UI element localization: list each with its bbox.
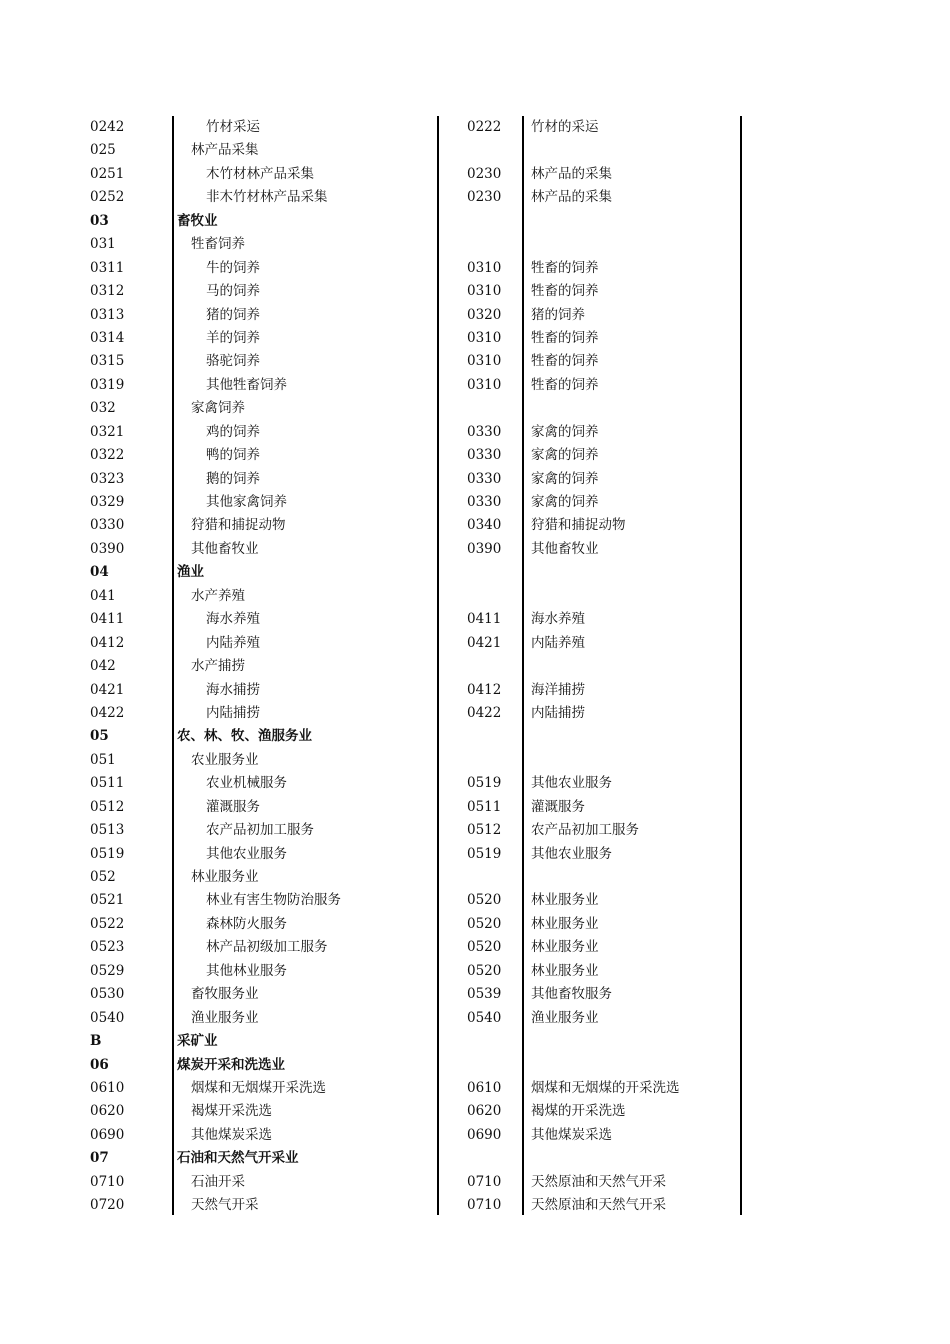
new-name-cell: 海水捕捞 <box>206 681 260 698</box>
table-row <box>0 632 950 655</box>
old-code-cell: 0320 <box>467 306 502 323</box>
new-code-cell: 0540 <box>90 1009 125 1026</box>
table-row <box>0 210 950 233</box>
new-name-cell: 木竹材林产品采集 <box>206 165 314 182</box>
new-name-cell: 农产品初加工服务 <box>206 822 314 839</box>
new-code-cell: 0421 <box>90 681 125 698</box>
new-code-cell: 041 <box>90 587 116 604</box>
new-name-cell: 采矿业 <box>177 1033 218 1050</box>
old-name-cell: 海水养殖 <box>531 611 585 628</box>
old-code-cell: 0539 <box>467 986 502 1003</box>
table-row <box>0 538 950 561</box>
old-code-cell: 0520 <box>467 892 502 909</box>
old-code-cell: 0330 <box>467 494 502 510</box>
new-code-cell: 03 <box>90 212 109 229</box>
old-code-cell: 0222 <box>467 119 502 135</box>
new-code-cell: 0311 <box>90 259 125 276</box>
new-code-cell: 0251 <box>90 165 125 182</box>
old-name-cell: 林产品的采集 <box>531 189 612 206</box>
old-code-cell: 0512 <box>467 822 502 839</box>
table-row <box>0 983 950 1006</box>
new-name-cell: 烟煤和无烟煤开采洗选 <box>191 1079 326 1096</box>
table-row <box>0 116 950 139</box>
new-code-cell: 0329 <box>90 494 125 510</box>
new-code-cell: 0690 <box>90 1126 125 1143</box>
old-code-cell: 0511 <box>467 798 502 815</box>
new-name-cell: 水产捕捞 <box>191 658 245 675</box>
new-name-cell: 林产品采集 <box>191 142 259 159</box>
new-name-cell: 海水养殖 <box>206 611 260 628</box>
old-code-cell: 0710 <box>467 1173 502 1190</box>
new-code-cell: 0512 <box>90 798 125 815</box>
table-row <box>0 1147 950 1170</box>
new-name-cell: 农业机械服务 <box>206 775 287 792</box>
old-code-cell: 0412 <box>467 681 502 698</box>
table-row <box>0 444 950 467</box>
table-row <box>0 913 950 936</box>
old-code-cell: 0310 <box>467 353 502 370</box>
new-name-cell: 骆驼饲养 <box>206 353 260 370</box>
new-code-cell: 0530 <box>90 986 125 1003</box>
old-code-cell: 0519 <box>467 775 502 792</box>
new-name-cell: 其他林业服务 <box>206 962 287 979</box>
table-row <box>0 186 950 209</box>
old-name-cell: 家禽的饲养 <box>531 494 599 510</box>
old-code-cell: 0330 <box>467 423 502 440</box>
old-code-cell: 0390 <box>467 540 502 557</box>
new-name-cell: 狩猎和捕捉动物 <box>191 517 286 534</box>
new-name-cell: 鸡的饲养 <box>206 423 260 440</box>
new-name-cell: 羊的饲养 <box>206 329 260 346</box>
old-code-cell: 0540 <box>467 1009 502 1026</box>
table-row <box>0 1030 950 1053</box>
classification-rows <box>0 116 950 1218</box>
old-name-cell: 其他畜牧服务 <box>531 986 612 1003</box>
new-code-cell: 04 <box>90 564 109 581</box>
old-name-cell: 狩猎和捕捉动物 <box>531 517 626 534</box>
new-name-cell: 石油和天然气开采业 <box>177 1150 299 1167</box>
old-code-cell: 0310 <box>467 259 502 276</box>
old-name-cell: 其他畜牧业 <box>531 540 599 557</box>
old-code-cell: 0230 <box>467 189 502 206</box>
new-code-cell: 0513 <box>90 822 125 839</box>
old-name-cell: 家禽的饲养 <box>531 423 599 440</box>
old-code-cell: 0340 <box>467 517 502 534</box>
table-row <box>0 1054 950 1077</box>
old-name-cell: 林业服务业 <box>531 892 599 909</box>
table-row <box>0 679 950 702</box>
old-name-cell: 烟煤和无烟煤的开采洗选 <box>531 1079 680 1096</box>
new-code-cell: 0519 <box>90 845 125 862</box>
table-row <box>0 374 950 397</box>
new-code-cell: 032 <box>90 400 116 417</box>
old-name-cell: 其他煤炭采选 <box>531 1126 612 1143</box>
old-name-cell: 猪的饲养 <box>531 306 585 323</box>
new-name-cell: 内陆捕捞 <box>206 704 260 721</box>
new-name-cell: 煤炭开采和洗选业 <box>177 1056 285 1073</box>
table-row <box>0 1007 950 1030</box>
old-name-cell: 牲畜的饲养 <box>531 376 599 393</box>
table-row <box>0 1100 950 1123</box>
new-code-cell: 051 <box>90 751 116 768</box>
table-row <box>0 772 950 795</box>
table-row <box>0 796 950 819</box>
new-code-cell: 0314 <box>90 329 125 346</box>
table-row <box>0 936 950 959</box>
old-code-cell: 0710 <box>467 1197 502 1214</box>
table-row <box>0 280 950 303</box>
old-name-cell: 牲畜的饲养 <box>531 329 599 346</box>
table-row <box>0 327 950 350</box>
new-code-cell: 0710 <box>90 1173 125 1190</box>
old-name-cell: 海洋捕捞 <box>531 681 585 698</box>
new-name-cell: 林产品初级加工服务 <box>206 939 328 956</box>
new-name-cell: 鸭的饲养 <box>206 447 260 464</box>
old-name-cell: 内陆养殖 <box>531 634 585 651</box>
old-code-cell: 0690 <box>467 1126 502 1143</box>
new-code-cell: 0330 <box>90 517 125 534</box>
old-name-cell: 林业服务业 <box>531 939 599 956</box>
new-code-cell: 025 <box>90 142 116 159</box>
new-code-cell: 0521 <box>90 892 125 909</box>
table-row <box>0 608 950 631</box>
new-name-cell: 渔业 <box>177 564 204 581</box>
old-name-cell: 灌溉服务 <box>531 798 585 815</box>
new-code-cell: 0620 <box>90 1103 125 1120</box>
table-row <box>0 163 950 186</box>
new-name-cell: 农、林、牧、渔服务业 <box>177 728 312 745</box>
new-code-cell: 05 <box>90 728 109 745</box>
new-code-cell: 0323 <box>90 470 125 487</box>
new-code-cell: 06 <box>90 1056 109 1073</box>
new-name-cell: 畜牧业 <box>177 212 218 229</box>
old-name-cell: 牲畜的饲养 <box>531 259 599 276</box>
new-name-cell: 内陆养殖 <box>206 634 260 651</box>
old-code-cell: 0620 <box>467 1103 502 1120</box>
new-name-cell: 森林防火服务 <box>206 915 287 932</box>
new-name-cell: 林业服务业 <box>191 869 259 885</box>
old-code-cell: 0421 <box>467 634 502 651</box>
new-name-cell: 其他家禽饲养 <box>206 494 287 510</box>
new-code-cell: 0252 <box>90 189 125 206</box>
new-code-cell: 0720 <box>90 1197 125 1214</box>
table-row <box>0 514 950 537</box>
new-name-cell: 猪的饲养 <box>206 306 260 323</box>
new-name-cell: 天然气开采 <box>191 1197 259 1214</box>
table-row <box>0 233 950 256</box>
new-code-cell: 0390 <box>90 540 125 557</box>
table-row <box>0 843 950 866</box>
new-name-cell: 石油开采 <box>191 1173 245 1190</box>
old-name-cell: 其他农业服务 <box>531 775 612 792</box>
old-name-cell: 褐煤的开采洗选 <box>531 1103 626 1120</box>
old-code-cell: 0230 <box>467 165 502 182</box>
table-row <box>0 421 950 444</box>
table-row <box>0 866 950 889</box>
new-code-cell: 031 <box>90 236 116 253</box>
old-name-cell: 牲畜的饲养 <box>531 353 599 370</box>
old-name-cell: 渔业服务业 <box>531 1009 599 1026</box>
table-row <box>0 1124 950 1147</box>
old-name-cell: 家禽的饲养 <box>531 447 599 464</box>
old-code-cell: 0411 <box>467 611 502 628</box>
table-row <box>0 561 950 584</box>
new-code-cell: 0319 <box>90 376 125 393</box>
new-name-cell: 竹材采运 <box>206 119 260 135</box>
old-code-cell: 0520 <box>467 915 502 932</box>
new-name-cell: 牛的饲养 <box>206 259 260 276</box>
table-row <box>0 749 950 772</box>
old-code-cell: 0519 <box>467 845 502 862</box>
table-row <box>0 304 950 327</box>
new-code-cell: B <box>90 1033 102 1050</box>
new-code-cell: 0412 <box>90 634 125 651</box>
table-row <box>0 257 950 280</box>
table-row <box>0 491 950 514</box>
new-name-cell: 鹅的饲养 <box>206 470 260 487</box>
new-name-cell: 林业有害生物防治服务 <box>206 892 341 909</box>
new-code-cell: 052 <box>90 869 116 885</box>
table-row <box>0 1171 950 1194</box>
new-name-cell: 水产养殖 <box>191 587 245 604</box>
new-name-cell: 畜牧服务业 <box>191 986 259 1003</box>
table-row <box>0 1194 950 1217</box>
old-code-cell: 0520 <box>467 962 502 979</box>
old-code-cell: 0610 <box>467 1079 502 1096</box>
new-code-cell: 0522 <box>90 915 125 932</box>
old-code-cell: 0330 <box>467 447 502 464</box>
new-name-cell: 其他煤炭采选 <box>191 1126 272 1143</box>
old-name-cell: 牲畜的饲养 <box>531 283 599 300</box>
table-row <box>0 702 950 725</box>
table-row <box>0 397 950 420</box>
new-code-cell: 042 <box>90 658 116 675</box>
old-name-cell: 林业服务业 <box>531 915 599 932</box>
new-code-cell: 0529 <box>90 962 125 979</box>
table-row <box>0 819 950 842</box>
new-name-cell: 牲畜饲养 <box>191 236 245 253</box>
old-code-cell: 0422 <box>467 704 502 721</box>
old-code-cell: 0310 <box>467 283 502 300</box>
new-code-cell: 0313 <box>90 306 125 323</box>
old-name-cell: 其他农业服务 <box>531 845 612 862</box>
old-name-cell: 内陆捕捞 <box>531 704 585 721</box>
new-code-cell: 07 <box>90 1150 109 1167</box>
new-name-cell: 褐煤开采洗选 <box>191 1103 272 1120</box>
old-code-cell: 0310 <box>467 376 502 393</box>
new-code-cell: 0523 <box>90 939 125 956</box>
new-name-cell: 灌溉服务 <box>206 798 260 815</box>
old-code-cell: 0310 <box>467 329 502 346</box>
table-row <box>0 468 950 491</box>
new-code-cell: 0422 <box>90 704 125 721</box>
table-row <box>0 889 950 912</box>
table-row <box>0 139 950 162</box>
old-name-cell: 竹材的采运 <box>531 119 599 135</box>
new-name-cell: 家禽饲养 <box>191 400 245 417</box>
new-name-cell: 马的饲养 <box>206 283 260 300</box>
table-row <box>0 350 950 373</box>
new-code-cell: 0242 <box>90 119 125 135</box>
new-name-cell: 其他农业服务 <box>206 845 287 862</box>
table-row <box>0 960 950 983</box>
table-row <box>0 1077 950 1100</box>
table-row <box>0 655 950 678</box>
old-code-cell: 0520 <box>467 939 502 956</box>
new-code-cell: 0315 <box>90 353 125 370</box>
old-name-cell: 天然原油和天然气开采 <box>531 1173 666 1190</box>
old-name-cell: 天然原油和天然气开采 <box>531 1197 666 1214</box>
table-row <box>0 725 950 748</box>
new-code-cell: 0312 <box>90 283 125 300</box>
new-name-cell: 其他畜牧业 <box>191 540 259 557</box>
old-name-cell: 林业服务业 <box>531 962 599 979</box>
new-code-cell: 0321 <box>90 423 125 440</box>
new-code-cell: 0322 <box>90 447 125 464</box>
new-code-cell: 0610 <box>90 1079 125 1096</box>
new-name-cell: 非木竹材林产品采集 <box>206 189 328 206</box>
new-name-cell: 农业服务业 <box>191 751 259 768</box>
new-code-cell: 0411 <box>90 611 125 628</box>
new-name-cell: 其他牲畜饲养 <box>206 376 287 393</box>
old-name-cell: 家禽的饲养 <box>531 470 599 487</box>
new-name-cell: 渔业服务业 <box>191 1009 259 1026</box>
old-name-cell: 林产品的采集 <box>531 165 612 182</box>
old-code-cell: 0330 <box>467 470 502 487</box>
new-code-cell: 0511 <box>90 775 125 792</box>
old-name-cell: 农产品初加工服务 <box>531 822 639 839</box>
table-row <box>0 585 950 608</box>
